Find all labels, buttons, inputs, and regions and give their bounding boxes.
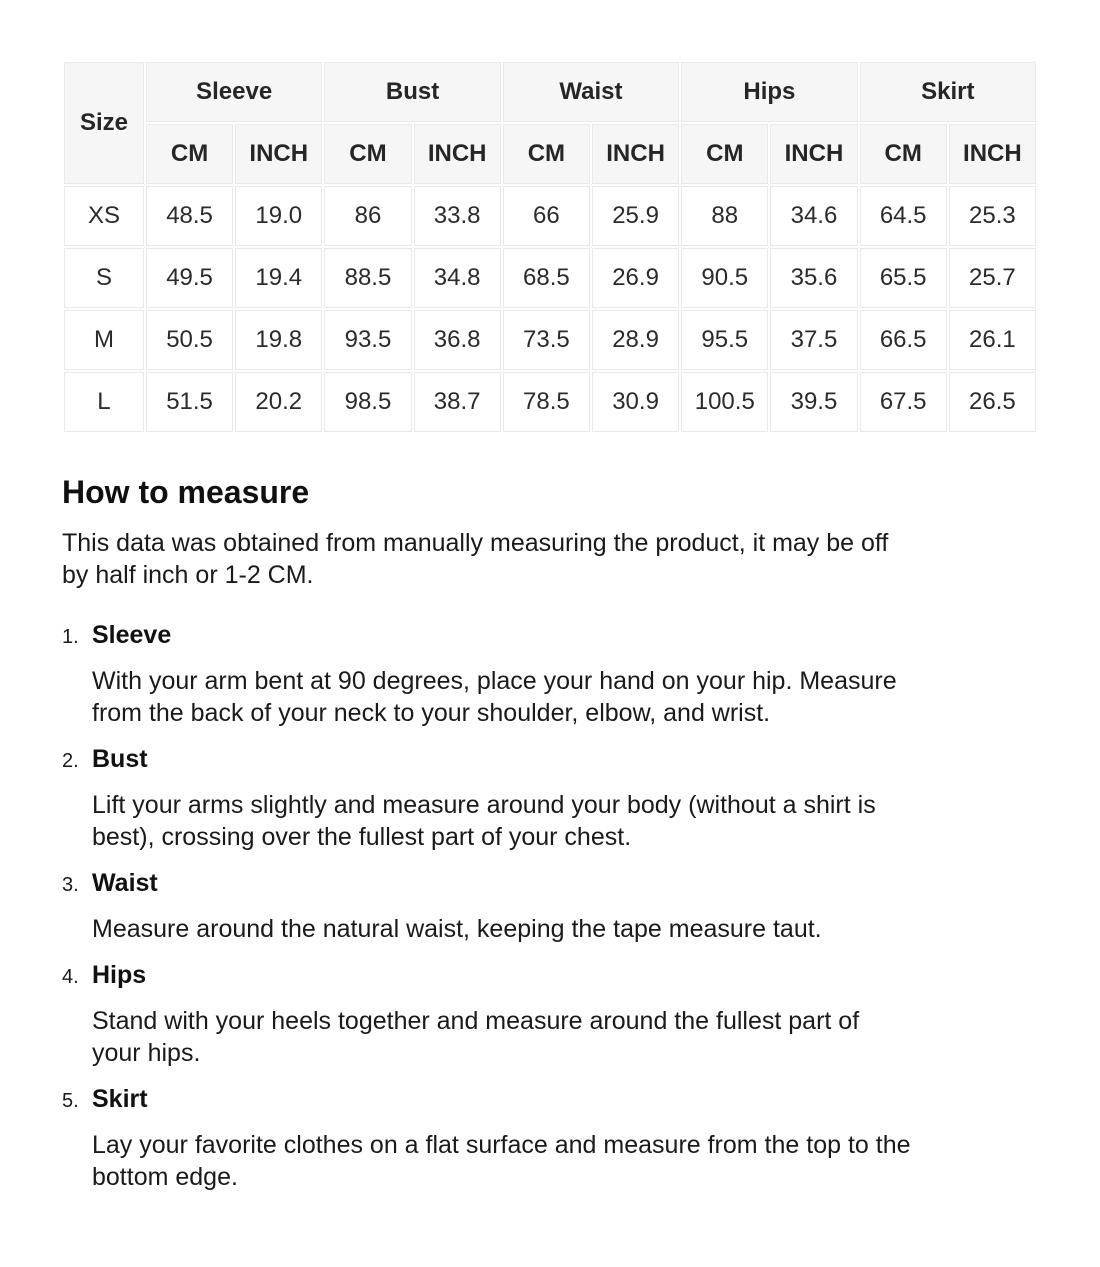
description-line: your hips.	[92, 1039, 201, 1067]
group-header-bust: Bust	[324, 62, 500, 122]
item-number: 2.	[62, 750, 79, 772]
data-cell: 19.4	[235, 248, 322, 308]
data-cell: 35.6	[770, 248, 857, 308]
data-cell: 78.5	[503, 372, 590, 432]
unit-header-cm: CM	[146, 124, 233, 184]
measure-item-waist	[62, 867, 1038, 945]
description-line: Lift your arms slightly and measure around your body (without a shirt is	[92, 791, 876, 819]
data-cell: 49.5	[146, 248, 233, 308]
table-row-xs	[64, 186, 1036, 246]
data-cell: 86	[324, 186, 411, 246]
description-line: Lay your favorite clothes on a flat surface and measure from the top to the	[92, 1131, 911, 1159]
item-title: Sleeve	[92, 621, 172, 649]
description-line: Stand with your heels together and measure around the fullest part of	[92, 1007, 860, 1035]
table-row-l	[64, 372, 1036, 432]
item-description	[92, 789, 1038, 853]
measure-item-skirt	[62, 1083, 1038, 1193]
unit-header-cm: CM	[681, 124, 768, 184]
data-cell: 73.5	[503, 310, 590, 370]
data-cell: 65.5	[860, 248, 947, 308]
data-cell: 19.0	[235, 186, 322, 246]
measure-list	[62, 619, 1038, 1193]
group-header-waist: Waist	[503, 62, 679, 122]
data-cell: 25.7	[949, 248, 1036, 308]
table-row-m	[64, 310, 1036, 370]
data-cell: 38.7	[414, 372, 501, 432]
data-cell: 100.5	[681, 372, 768, 432]
data-cell: 19.8	[235, 310, 322, 370]
data-cell: 88	[681, 186, 768, 246]
data-cell: 66.5	[860, 310, 947, 370]
data-cell: 37.5	[770, 310, 857, 370]
item-description	[92, 1005, 1038, 1069]
item-title: Bust	[92, 745, 148, 773]
data-cell: 26.1	[949, 310, 1036, 370]
data-cell: 36.8	[414, 310, 501, 370]
group-header-skirt: Skirt	[860, 62, 1036, 122]
table-row-s	[64, 248, 1036, 308]
item-head	[62, 619, 1038, 651]
data-cell: 26.5	[949, 372, 1036, 432]
size-label: L	[64, 372, 144, 432]
size-label: M	[64, 310, 144, 370]
intro-line: This data was obtained from manually measuring the product, it may be off	[62, 529, 889, 557]
size-chart-table	[62, 60, 1038, 434]
data-cell: 50.5	[146, 310, 233, 370]
unit-header-cm: CM	[860, 124, 947, 184]
data-cell: 93.5	[324, 310, 411, 370]
unit-header-inch: INCH	[770, 124, 857, 184]
section-heading: How to measure	[62, 474, 310, 510]
measure-item-bust	[62, 743, 1038, 853]
unit-header-inch: INCH	[592, 124, 679, 184]
data-cell: 68.5	[503, 248, 590, 308]
item-description	[92, 913, 1038, 945]
unit-header-inch: INCH	[235, 124, 322, 184]
item-description	[92, 665, 1038, 729]
data-cell: 98.5	[324, 372, 411, 432]
measure-item-hips	[62, 959, 1038, 1069]
item-title: Skirt	[92, 1085, 148, 1113]
data-cell: 48.5	[146, 186, 233, 246]
item-number: 3.	[62, 874, 79, 896]
data-cell: 95.5	[681, 310, 768, 370]
item-head	[62, 1083, 1038, 1115]
description-line: Measure around the natural waist, keeping the tape measure taut.	[92, 915, 822, 943]
group-header-sleeve: Sleeve	[146, 62, 322, 122]
item-head	[62, 743, 1038, 775]
item-head	[62, 867, 1038, 899]
item-head	[62, 959, 1038, 991]
group-header-row	[64, 62, 1036, 122]
unit-header-inch: INCH	[949, 124, 1036, 184]
data-cell: 51.5	[146, 372, 233, 432]
item-number: 5.	[62, 1090, 79, 1112]
data-cell: 26.9	[592, 248, 679, 308]
item-number: 1.	[62, 626, 79, 648]
data-cell: 25.3	[949, 186, 1036, 246]
description-line: from the back of your neck to your shoulder, elbow, and wrist.	[92, 699, 771, 727]
measure-item-sleeve	[62, 619, 1038, 729]
data-cell: 20.2	[235, 372, 322, 432]
data-cell: 30.9	[592, 372, 679, 432]
unit-header-inch: INCH	[414, 124, 501, 184]
data-cell: 39.5	[770, 372, 857, 432]
size-label: S	[64, 248, 144, 308]
unit-header-cm: CM	[324, 124, 411, 184]
description-line: With your arm bent at 90 degrees, place your hand on your hip. Measure	[92, 667, 897, 695]
data-cell: 25.9	[592, 186, 679, 246]
data-cell: 33.8	[414, 186, 501, 246]
data-cell: 90.5	[681, 248, 768, 308]
item-title: Waist	[92, 869, 158, 897]
size-column-header: Size	[64, 62, 144, 184]
size-label: XS	[64, 186, 144, 246]
data-cell: 66	[503, 186, 590, 246]
intro-text	[62, 527, 1038, 591]
data-cell: 34.6	[770, 186, 857, 246]
data-cell: 64.5	[860, 186, 947, 246]
item-title: Hips	[92, 961, 147, 989]
item-number: 4.	[62, 966, 79, 988]
data-cell: 28.9	[592, 310, 679, 370]
data-cell: 67.5	[860, 372, 947, 432]
description-line: best), crossing over the fullest part of your chest.	[92, 823, 632, 851]
group-header-hips: Hips	[681, 62, 857, 122]
unit-header-cm: CM	[503, 124, 590, 184]
item-description	[92, 1129, 1038, 1193]
data-cell: 34.8	[414, 248, 501, 308]
unit-header-row	[64, 124, 1036, 184]
intro-line: by half inch or 1-2 CM.	[62, 561, 314, 589]
description-line: bottom edge.	[92, 1163, 238, 1191]
data-cell: 88.5	[324, 248, 411, 308]
